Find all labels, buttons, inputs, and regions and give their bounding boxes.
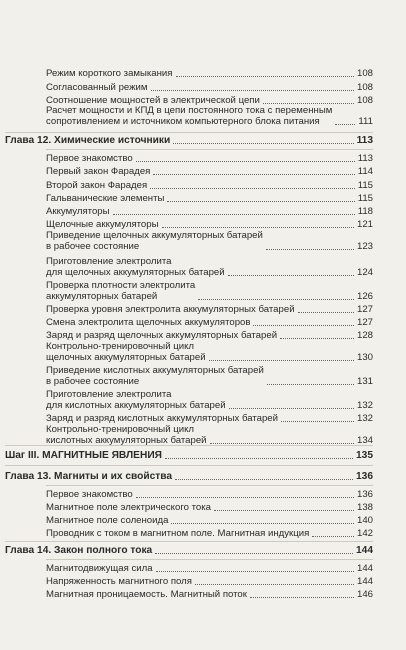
- toc-entry-title: [46, 280, 195, 302]
- toc-entry-title: Заряд и разряд кислотных аккумуляторных батарей: [46, 413, 278, 424]
- toc-entry-title: Проверка уровня электролита аккумуляторных батарей: [46, 304, 295, 315]
- leader-dots: [298, 312, 354, 313]
- toc-entry-page: 126: [356, 291, 373, 302]
- toc-entry-page: 144: [356, 576, 373, 587]
- toc-entry-page: 115: [357, 193, 373, 204]
- toc-entry-title: Соотношение мощностей в электрической цепи: [46, 95, 260, 106]
- section-rule: [5, 445, 373, 446]
- toc-entry-title: Второй закон Фарадея: [46, 180, 148, 191]
- toc-entry: [46, 153, 373, 164]
- leader-dots: [113, 214, 355, 215]
- toc-chapter-title: Глава 12. Химические источники: [5, 135, 171, 146]
- leader-dots: [136, 161, 355, 162]
- toc-entry-title-line1: Проверка плотности электролита: [46, 280, 196, 291]
- toc-chapter: [5, 545, 373, 556]
- leader-dots: [195, 584, 354, 585]
- toc-part-page: 135: [356, 450, 373, 461]
- toc-entry-page: 111: [358, 116, 373, 127]
- toc-entry-page: 123: [356, 241, 373, 252]
- toc-entry-page: 118: [357, 206, 373, 217]
- leader-dots: [136, 497, 354, 498]
- toc-chapter: [5, 471, 373, 482]
- toc-entry-page: 127: [356, 317, 373, 328]
- toc-entry: [46, 68, 373, 79]
- section-rule: [5, 132, 373, 133]
- toc-entry-title: Режим короткого замыкания: [46, 68, 173, 79]
- leader-dots: [176, 76, 354, 77]
- toc-entry-title: [46, 105, 332, 127]
- toc-entry: [46, 589, 373, 600]
- toc-entry-title-line2: для кислотных аккумуляторных батарей: [46, 400, 226, 411]
- toc-entry-page: 132: [356, 413, 373, 424]
- toc-entry-page: 142: [356, 528, 373, 539]
- leader-dots: [173, 143, 353, 144]
- toc-entry-page: 114: [357, 166, 373, 177]
- toc-entry-title: Первое знакомство: [46, 153, 133, 164]
- toc-entry-title: Магнитное поле соленоида: [46, 515, 169, 526]
- toc-entry-page: 140: [356, 515, 373, 526]
- toc-entry-title: [46, 256, 225, 278]
- toc-entry-page: 138: [356, 502, 373, 513]
- toc-entry: [46, 206, 373, 217]
- leader-dots: [155, 553, 353, 554]
- toc-entry: [46, 180, 373, 191]
- toc-entry: [46, 515, 373, 526]
- toc-entry-page: 127: [356, 304, 373, 315]
- toc-entry-title: Щелочные аккумуляторы: [46, 219, 159, 230]
- toc-entry: [46, 341, 373, 363]
- leader-dots: [209, 360, 354, 361]
- toc-entry-title-line2: в рабочее состояние: [46, 376, 140, 387]
- toc-entry: [46, 528, 373, 539]
- section-rule: [46, 149, 373, 150]
- toc-entry-page: 121: [356, 219, 373, 230]
- toc-entry: [46, 82, 373, 93]
- toc-entry: [46, 365, 373, 387]
- section-rule: [46, 559, 373, 560]
- toc-entry: [46, 304, 373, 315]
- leader-dots: [171, 523, 354, 524]
- section-rule: [5, 465, 373, 466]
- toc-entry-title: [46, 230, 263, 252]
- toc-entry-title: Заряд и разряд щелочных аккумуляторных батарей: [46, 330, 278, 341]
- toc-entry-page: 136: [356, 489, 373, 500]
- section-rule: [46, 485, 373, 486]
- toc-entry: [46, 330, 373, 341]
- toc-entry-title-line2: сопротивлением и источником компьютерного блока питания: [46, 116, 320, 127]
- leader-dots: [335, 124, 355, 125]
- leader-dots: [267, 384, 354, 385]
- toc-entry-title: [46, 365, 264, 387]
- toc-entry-title: Согласованный режим: [46, 82, 148, 93]
- toc-entry-title-line2: кислотных аккумуляторных батарей: [46, 435, 207, 446]
- leader-dots: [250, 597, 354, 598]
- toc-entry: [46, 219, 373, 230]
- leader-dots: [281, 421, 354, 422]
- toc-entry-title: Магнитодвижущая сила: [46, 563, 153, 574]
- toc-entry-title: Первое знакомство: [46, 489, 133, 500]
- leader-dots: [312, 536, 354, 537]
- toc-entry-page: 131: [356, 376, 373, 387]
- toc-entry: [46, 502, 373, 513]
- toc-entry-title: [46, 424, 207, 446]
- toc-entry-title: Магнитная проницаемость. Магнитный поток: [46, 589, 247, 600]
- toc-entry: [46, 389, 373, 411]
- toc-entry-page: 130: [356, 352, 373, 363]
- toc-entry-title: Проводник с током в магнитном поле. Магнитная индукция: [46, 528, 310, 539]
- leader-dots: [167, 201, 354, 202]
- toc-entry-title-line1: Расчет мощности и КПД в цепи постоянного тока с переменным: [46, 105, 333, 116]
- toc-entry-page: 134: [356, 435, 373, 446]
- toc-part-title: Шаг III. МАГНИТНЫЕ ЯВЛЕНИЯ: [5, 450, 162, 461]
- toc-entry-title-line1: Приведение щелочных аккумуляторных батарей: [46, 230, 263, 241]
- toc-entry: [46, 413, 373, 424]
- leader-dots: [228, 275, 354, 276]
- toc-entry-page: 132: [356, 400, 373, 411]
- toc-entry-page: 146: [356, 589, 373, 600]
- leader-dots: [175, 479, 353, 480]
- toc-entry: [46, 230, 373, 252]
- toc-chapter-page: 113: [356, 135, 373, 146]
- leader-dots: [253, 325, 354, 326]
- toc-entry-title-line1: Контрольно-тренировочный цикл: [46, 341, 194, 352]
- toc-entry-page: 108: [356, 82, 373, 93]
- toc-entry-title-line2: для щелочных аккумуляторных батарей: [46, 267, 225, 278]
- toc-entry-page: 124: [356, 267, 373, 278]
- leader-dots: [165, 458, 353, 459]
- toc-entry: [46, 280, 373, 302]
- leader-dots: [150, 188, 355, 189]
- toc-entry-title-line2: щелочных аккумуляторных батарей: [46, 352, 206, 363]
- toc-entry: [46, 256, 373, 278]
- toc-chapter-page: 136: [356, 471, 373, 482]
- toc-entry-title-line1: Приготовление электролита: [46, 389, 172, 400]
- leader-dots: [151, 90, 354, 91]
- toc-entry: [46, 489, 373, 500]
- toc-entry: [46, 166, 373, 177]
- leader-dots: [280, 338, 354, 339]
- toc-chapter-title: Глава 13. Магниты и их свойства: [5, 471, 173, 482]
- leader-dots: [153, 174, 354, 175]
- toc-entry-title: [46, 341, 206, 363]
- toc-entry-title-line1: Контрольно-тренировочный цикл: [46, 424, 194, 435]
- toc-entry-page: 108: [356, 68, 373, 79]
- toc-entry-page: 115: [357, 180, 373, 191]
- toc-entry-page: 144: [356, 563, 373, 574]
- toc-entry-title: Смена электролита щелочных аккумуляторов: [46, 317, 251, 328]
- toc-chapter: [5, 135, 373, 146]
- toc-entry: [46, 563, 373, 574]
- toc-entry-title: Первый закон Фарадея: [46, 166, 151, 177]
- leader-dots: [198, 299, 354, 300]
- toc-entry-page: 128: [356, 330, 373, 341]
- toc-chapter-page: 144: [356, 545, 373, 556]
- toc-entry-title-line1: Приведение кислотных аккумуляторных батарей: [46, 365, 264, 376]
- toc-entry-title: [46, 389, 226, 411]
- toc-entry: [46, 105, 373, 127]
- toc-entry: [46, 576, 373, 587]
- leader-dots: [266, 249, 354, 250]
- toc-entry: [46, 424, 373, 446]
- leader-dots: [162, 227, 354, 228]
- toc-entry-title-line2: аккумуляторных батарей: [46, 291, 158, 302]
- toc-entry: [46, 193, 373, 204]
- toc-part: [5, 450, 373, 461]
- toc-entry-page: 113: [357, 153, 373, 164]
- toc-entry-title-line2: в рабочее состояние: [46, 241, 140, 252]
- toc-entry: [46, 317, 373, 328]
- toc-entry-title: Магнитное поле электрического тока: [46, 502, 211, 513]
- toc-entry-title-line1: Приготовление электролита: [46, 256, 172, 267]
- leader-dots: [210, 443, 354, 444]
- toc-entry-title: Напряженность магнитного поля: [46, 576, 192, 587]
- section-rule: [5, 541, 373, 542]
- toc-chapter-title: Глава 14. Закон полного тока: [5, 545, 153, 556]
- leader-dots: [214, 510, 354, 511]
- leader-dots: [229, 408, 354, 409]
- toc-entry-title: Гальванические элементы: [46, 193, 165, 204]
- leader-dots: [263, 103, 354, 104]
- toc-entry-page: 108: [356, 95, 373, 106]
- leader-dots: [156, 571, 354, 572]
- toc-entry-title: Аккумуляторы: [46, 206, 110, 217]
